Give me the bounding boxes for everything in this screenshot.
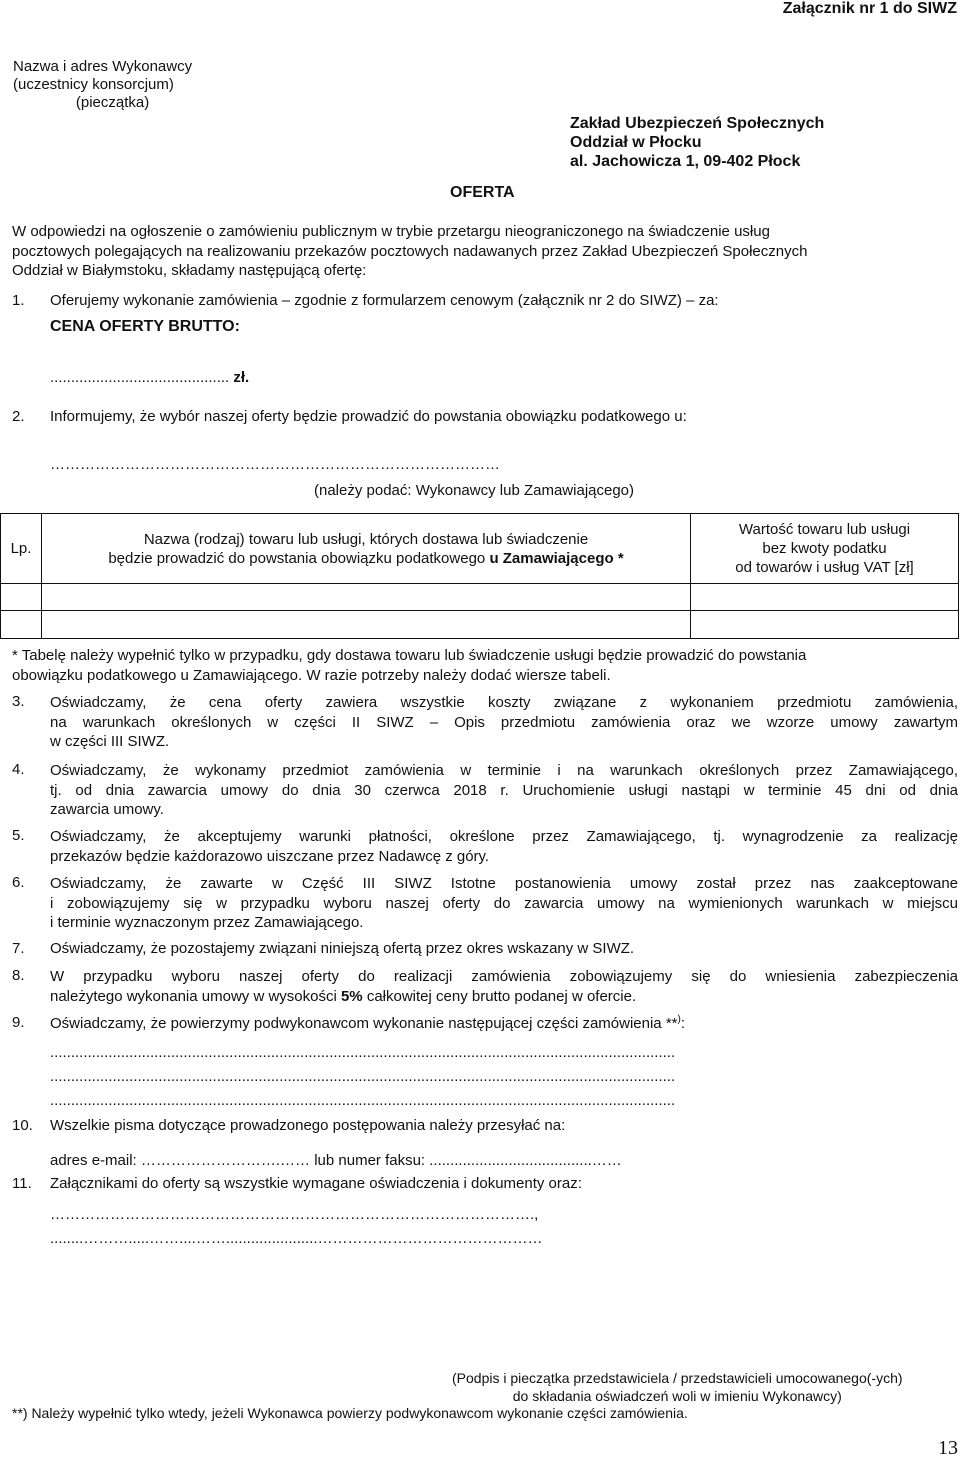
item-line: Oświadczamy, że zawarte w Część III SIWZ Istotne postanowienia umowy został przez nas zaakceptowane [50,875,958,892]
page-title: OFERTA [450,184,515,201]
item-number: 11. [12,1175,32,1192]
table-cell[interactable] [691,611,959,639]
subcontract-fields[interactable] [50,1041,958,1113]
item-text [50,693,958,752]
page-number: 13 [938,1437,958,1459]
price-unit: zł. [233,369,250,386]
annex-label: Załącznik nr 1 do SIWZ [782,0,957,17]
item-line: tj. od dnia zawarcia umowy do dnia 30 czerwca 2018 r. Uruchomienie usługi nastąpi w terminie 45 dni od dnia [50,781,958,799]
intro-paragraph [12,222,807,281]
attachments-fields[interactable] [50,1203,543,1251]
item-line: przekazów będzie każdorazowo uiszczane przez Nadawcę z góry. [50,847,490,865]
contractor-label-line: Nazwa i adres Wykonawcy [13,58,193,75]
signature-caption [452,1369,903,1405]
col-name-header-part: u Zamawiającego * [489,549,624,567]
intro-line: Oddział w Białymstoku, składamy następującą ofertę: [12,262,367,279]
dotted-line[interactable]: ...................................................................................................................................................... [50,1092,676,1109]
item-line: i zobowiązujemy się w przypadku wyboru naszej oferty do zawarcia umowy na wymienionych warunkach w miejscu [50,894,958,912]
col-name-header-line: Nazwa (rodzaj) towaru lub usługi, których dostawa lub świadczenie [143,530,589,548]
contractor-stamp-area [13,58,192,112]
guarantee-percent: 5% [340,987,363,1005]
item-number: 7. [12,940,25,957]
item-line: Oświadczamy, że akceptujemy warunki płatności, określone przez Zamawiającego, tj. wynagrodzenie za realizację [50,828,958,845]
tax-goods-table [0,513,959,639]
table-cell[interactable] [42,611,691,639]
table-header-row [1,514,959,584]
col-value-header [691,514,959,584]
item-number: 10. [12,1117,33,1134]
table-cell[interactable] [42,584,691,611]
table-row [1,584,959,611]
col-name-header [42,514,691,584]
col-lp-header: Lp. [1,514,42,584]
item-text: Informujemy, że wybór naszej oferty będzie prowadzić do powstania obowiązku podatkowego u: [50,408,687,425]
dotted-line[interactable]: ...................................................................................................................................................... [50,1068,676,1085]
signature-line: (Podpis i pieczątka przedstawiciela / przedstawicieli umocowanego(-ych) [452,1370,903,1386]
recipient-line: Zakład Ubezpieczeń Społecznych [570,115,825,132]
item-text: Oświadczamy, że pozostajemy związani niniejszą ofertą przez okres wskazany w SIWZ. [50,940,635,957]
dotted-line[interactable]: ........……….....……....……......................……………………………………… [50,1230,543,1247]
signature-line: do składania oświadczeń woli w imieniu Wykonawcy) [512,1388,842,1404]
item-line: W przypadku wyboru naszej oferty do realizacji zamówienia zobowiązujemy się do wniesienia zabezpieczenia [50,968,958,985]
col-value-header-line: Wartość towaru lub usługi [738,521,911,538]
item-line-part: należytego wykonania umowy w wysokości [50,987,341,1005]
item-line: i terminie wyznaczonym przez Zamawiającego. [50,914,364,931]
contractor-label-line: (uczestnicy konsorcjum) [13,76,174,93]
item-number: 1. [12,292,25,309]
table-cell[interactable] [1,584,42,611]
price-dots: ........................................... [50,369,230,386]
recipient-address [570,114,824,171]
table-cell[interactable] [1,611,42,639]
contractor-label-line: (pieczątka) [75,94,150,111]
item-text [50,967,958,1006]
item-number: 3. [12,693,25,710]
table-row [1,611,959,639]
item-text: Załącznikami do oferty są wszystkie wymagane oświadczenia i dokumenty oraz: [50,1175,582,1192]
item-line: zawarcia umowy. [50,801,164,818]
table-cell[interactable] [691,584,959,611]
col-name-header-part: będzie prowadzić do powstania obowiązku podatkowego [108,549,490,567]
contact-field[interactable]: adres e-mail: ……………………….…… lub numer faksu: .......................................…… [50,1152,622,1169]
item-number: 4. [12,761,25,778]
item-number: 9. [12,1014,25,1031]
table-note-line: * Tabelę należy wypełnić tylko w przypadku, gdy dostawa towaru lub świadczenie usługi będzie prowadzić do powstania [12,647,807,664]
col-value-header-line: od towarów i usług VAT [zł] [735,559,914,576]
footnote-marker: ) [677,1014,681,1025]
item-text [50,761,958,820]
tax-payer-hint: (należy podać: Wykonawcy lub Zamawiającego) [314,482,635,499]
item-text [50,1014,685,1032]
footnote: **) Należy wypełnić tylko wtedy, jeżeli Wykonawca powierzy podwykonawcom wykonanie części zamówienia. [12,1405,688,1421]
intro-line: W odpowiedzi na ogłoszenie o zamówieniu publicznym w trybie przetargu nieograniczonego na świadczenie usług [12,223,770,240]
recipient-line: al. Jachowicza 1, 09-402 Płock [570,153,801,170]
item-line-part: całkowitej ceny brutto podanej w ofercie. [362,987,637,1005]
item-line: Oświadczamy, że wykonamy przedmiot zamówienia w terminie i na warunkach określonych przez Zamawiającego, [50,762,958,779]
item-number: 5. [12,827,25,844]
recipient-line: Oddział w Płocku [570,134,702,151]
tax-payer-field[interactable]: ……………………………………………………………………………… [50,456,500,473]
item-line: na warunkach określonych w części II SIWZ – Opis przedmiotu zamówienia oraz we wzorze umowy zawartym [50,713,958,731]
price-label: CENA OFERTY BRUTTO: [50,318,240,335]
item-text [50,874,958,933]
item-line [50,987,958,1007]
item-text [50,827,958,866]
item-line: Oświadczamy, że cena oferty zawiera wszystkie koszty związane z wykonaniem przedmiotu zamówienia, [50,694,958,711]
dotted-line[interactable]: ...................................................................................................................................................... [50,1044,676,1061]
item-line: w części III SIWZ. [50,733,170,750]
table-note [12,646,806,685]
item-number: 8. [12,967,25,984]
item-text: Wszelkie pisma dotyczące prowadzonego postępowania należy przesyłać na: [50,1117,566,1134]
price-field[interactable] [50,369,249,386]
col-value-header-line: bez kwoty podatku [762,540,887,557]
item-number: 6. [12,874,25,891]
item-number: 2. [12,408,25,425]
dotted-line[interactable]: ……………………………………………………………………………………., [50,1206,539,1223]
item-text: Oferujemy wykonanie zamówienia – zgodnie z formularzem cenowym (załącznik nr 2 do SIWZ) – za: [50,292,719,309]
item-line-part: : [680,1015,686,1032]
item-line-part: Oświadczamy, że powierzymy podwykonawcom wykonanie następującej części zamówienia ** [50,1015,678,1032]
intro-line: pocztowych polegających na realizowaniu przekazów pocztowych nadawanych przez Zakład Ubezpieczeń Społecznych [12,242,808,260]
table-note-line: obowiązku podatkowego u Zamawiającego. W razie potrzeby należy dodać wiersze tabeli. [12,666,611,684]
col-name-header-line [42,549,690,568]
